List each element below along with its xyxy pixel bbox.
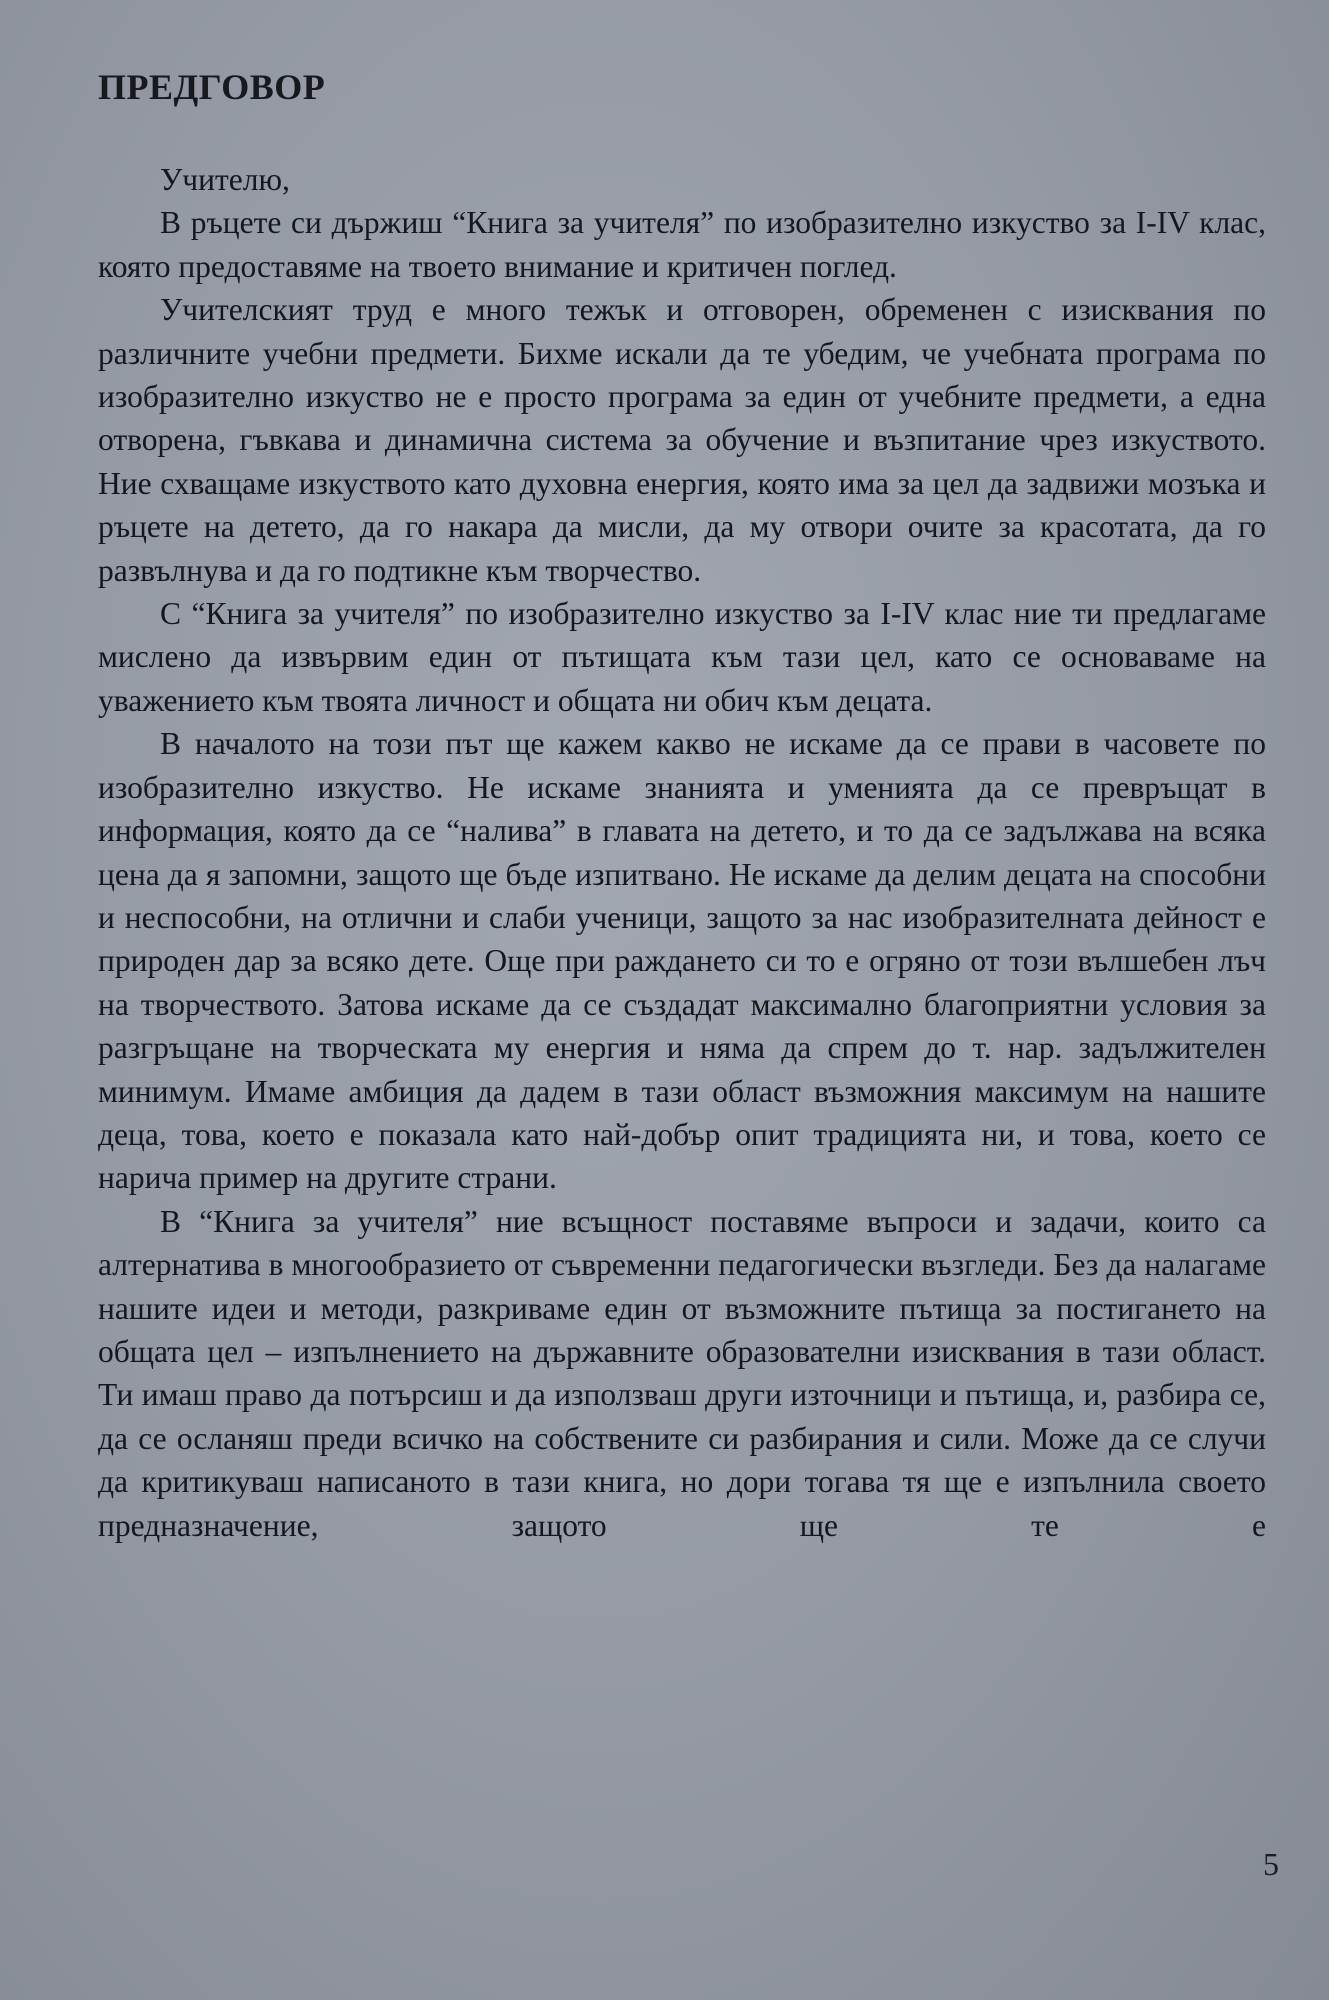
paragraph: В ръцете си държиш “Книга за учителя” по изобразително изкуство за I-IV клас, която предоставяме на твоето внимание и критичен поглед. xyxy=(98,205,1266,284)
paragraph-greeting: Учителю, xyxy=(160,162,290,197)
paragraph: Учителският труд е много тежък и отговорен, обременен с изисквания по различните учебни предмети. Бихме искали да те убедим, че учебната програма по изобразително изкуство не е просто програма за един от учебните предмети, а една отворена, гъвкава и динамична система за обучение и възпитание чрез изкуството. Ние схващаме изкуството като духовна енергия, която има за цел да задвижи мозъка и ръцете на детето, да го накара да мисли, да му отвори очите за красотата, да го развълнува и да го подтикне към творчество. xyxy=(98,292,1266,588)
paragraph: В “Книга за учителя” ние всъщност поставяме въпроси и задачи, които са алтернатива в многообразието от съвременни педагогически възгледи. Без да налагаме нашите идеи и методи, разкриваме един от възможните пътища за постигането на общата цел – изпълнението на държавните образователни изисквания в тази област. Ти имаш право да потърсиш и да използваш други източници и пътища, и, разбира се, да се осланяш преди всичко на собствените си разбирания и сили. Може да се случи да критикуваш написаното в тази книга, но дори тогава тя ще е изпълнила своето предназначение, защото ще те е xyxy=(98,1203,1266,1543)
page-number: 5 xyxy=(1263,1846,1279,1882)
paragraph: В началото на този път ще кажем какво не искаме да се прави в часовете по изобразително изкуство. Не искаме знанията и уменията да се превръщат в информация, която да се “налива” в главата на детето, и то да се задължава на всяка цена да я запомни, защото ще бъде изпитвано. Не искаме да делим децата на способни и неспособни, на отлични и слаби ученици, защото за нас изобразителната дейност е природен дар за всяко дете. Още при раждането си то е огряно от този вълшебен лъч на творчеството. Затова искаме да се създадат максимално благоприятни условия за разгръщане на творческата му енергия и няма да спрем до т. нар. задължителен минимум. Имаме амбиция да дадем в тази област възможния максимум на нашите деца, това, което е показала като най-добър опит традицията ни, и това, което се нарича пример на другите страни. xyxy=(98,726,1266,1196)
paragraph: С “Книга за учителя” по изобразително изкуство за I-IV клас ние ти предлагаме мислено да извървим един от пътищата към тази цел, като се основаваме на уважението към твоята личност и общата ни обич към децата. xyxy=(98,596,1266,718)
body-text xyxy=(98,158,1266,1547)
page-heading: ПРЕДГОВОР xyxy=(98,67,326,107)
